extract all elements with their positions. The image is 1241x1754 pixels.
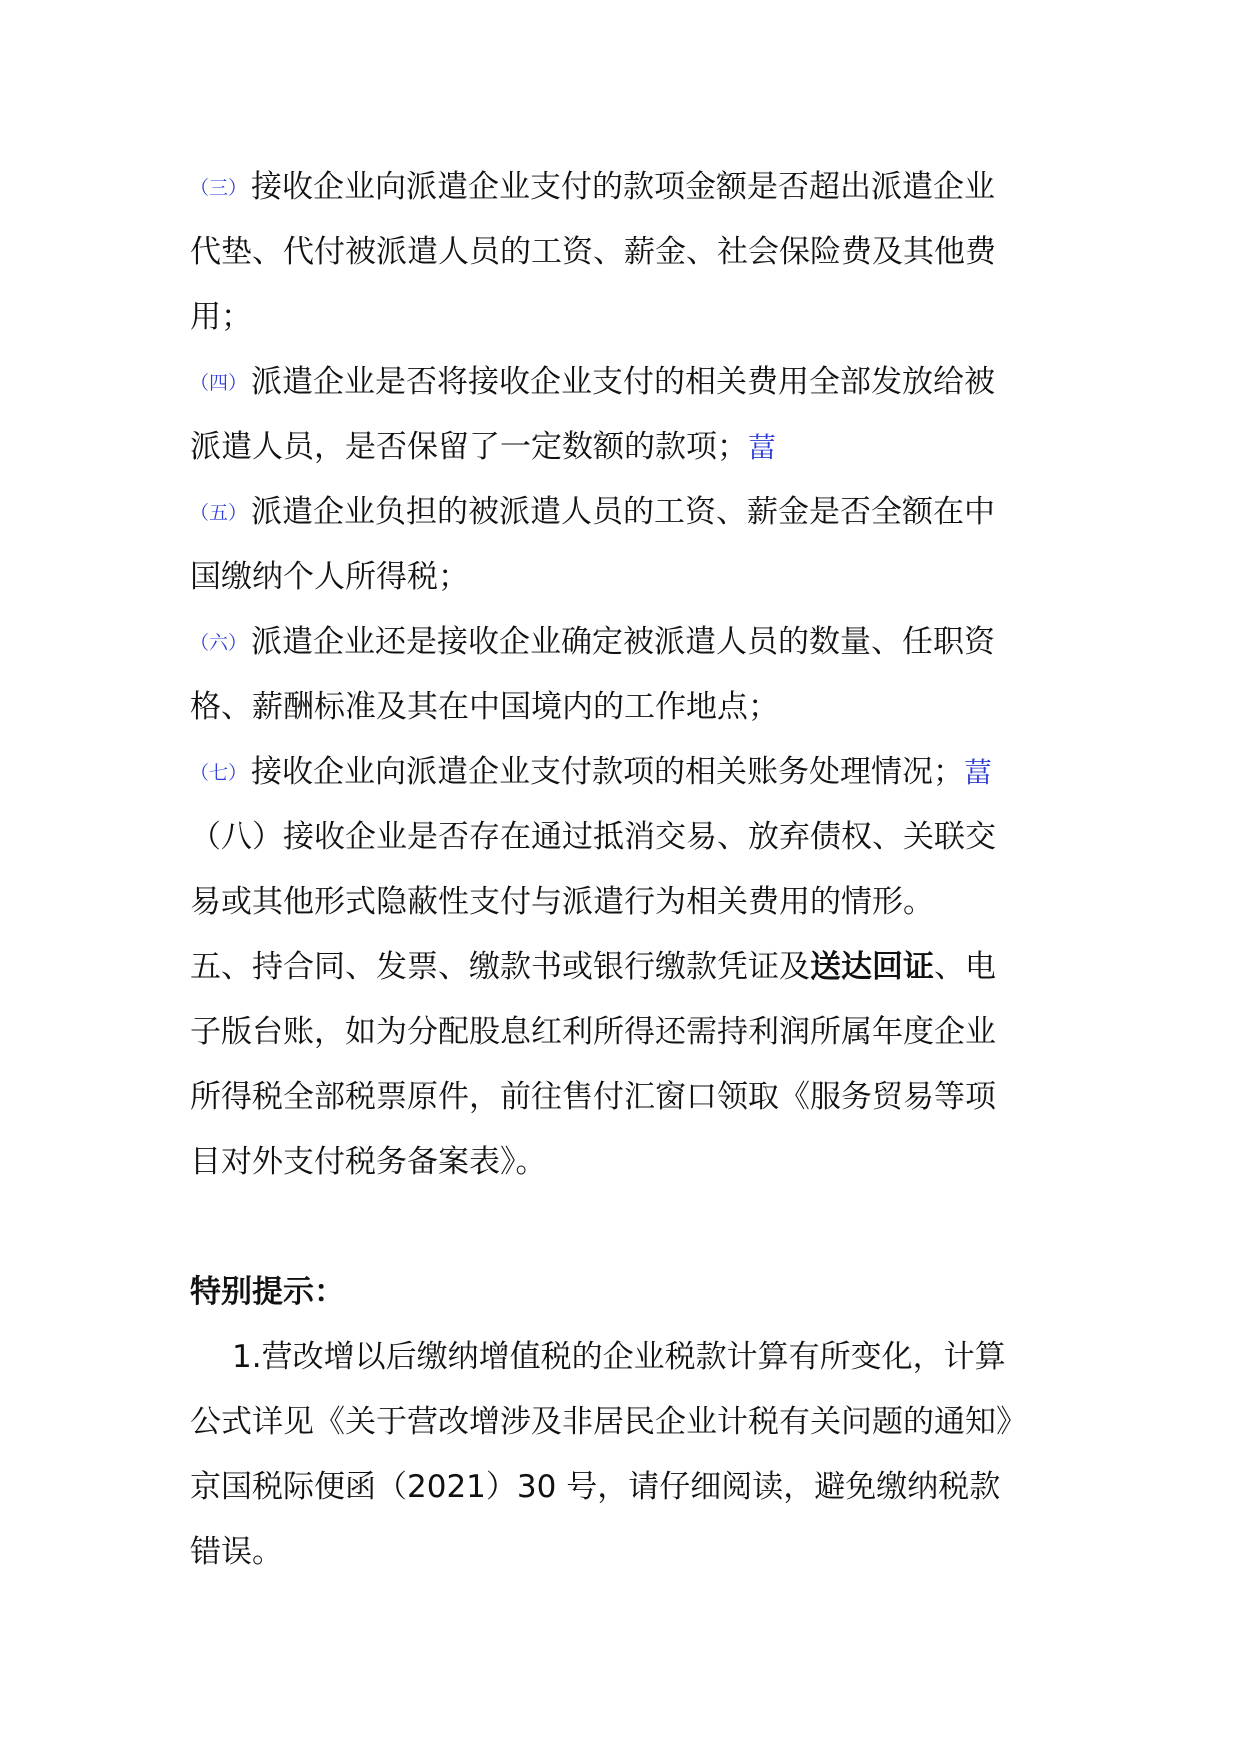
section-5-line-2: 子版台账，如为分配股息红利所得还需持利润所属年度企业 — [190, 1014, 996, 1050]
item-8-line-1: （八）接收企业是否存在通过抵消交易、放弃债权、关联交 — [190, 819, 996, 855]
section-5-text-after: 、电 — [934, 949, 996, 985]
notice-line-3: 京国税际便函（2021）30 号，请仔细阅读，避免缴纳税款 — [190, 1469, 1001, 1505]
item-7-marker: （七） — [190, 762, 248, 784]
item-3-text-1: 接收企业向派遣企业支付的款项金额是否超出派遣企业 — [251, 169, 996, 205]
item-6-line-1 — [190, 610, 996, 675]
item-3-line-2: 代垫、代付被派遣人员的工资、薪金、社会保险费及其他费 — [190, 234, 996, 270]
item-3-line-3: 用； — [190, 299, 252, 335]
section-5-bold-term: 送达回证 — [810, 949, 934, 985]
item-5-marker: （五） — [190, 502, 248, 524]
notice-line-4: 错误。 — [190, 1534, 283, 1570]
section-5-line-4: 目对外支付税务备案表》。 — [190, 1144, 547, 1180]
item-7-line-1 — [190, 740, 993, 805]
item-4-text-1: 派遣企业是否将接收企业支付的相关费用全部发放给被 — [251, 364, 996, 400]
item-5-line-2: 国缴纳个人所得税； — [190, 559, 469, 595]
item-8-line-2: 易或其他形式隐蔽性支付与派遣行为相关费用的情形。 — [190, 884, 934, 920]
item-6-line-2: 格、薪酬标准及其在中国境内的工作地点； — [190, 689, 779, 725]
item-5-text-1: 派遣企业负担的被派遣人员的工资、薪金是否全额在中 — [251, 494, 996, 530]
section-5-text-before: 五、持合同、发票、缴款书或银行缴款凭证及 — [190, 949, 810, 985]
item-4-text-2: 派遣人员，是否保留了一定数额的款项； — [190, 429, 748, 465]
item-7-trail-glyph: 葍 — [964, 756, 993, 789]
item-3-marker: （三） — [190, 177, 248, 199]
notice-line-1: 1.营改增以后缴纳增值税的企业税款计算有所变化，计算 — [232, 1339, 1006, 1375]
section-5-line-1 — [190, 935, 996, 1000]
section-5-line-3: 所得税全部税票原件，前往售付汇窗口领取《服务贸易等项 — [190, 1079, 996, 1115]
item-6-text-1: 派遣企业还是接收企业确定被派遣人员的数量、任职资 — [251, 624, 996, 660]
item-6-marker: （六） — [190, 632, 248, 654]
spacer — [190, 1195, 949, 1260]
item-4-line-2 — [190, 415, 949, 480]
item-4-line-1 — [190, 350, 996, 415]
item-7-text-1: 接收企业向派遣企业支付款项的相关账务处理情况； — [251, 754, 965, 790]
notice-heading: 特别提示： — [190, 1274, 345, 1310]
item-3-line-1 — [190, 155, 996, 220]
notice-line-2: 公式详见《关于营改增涉及非居民企业计税有关问题的通知》 — [190, 1404, 1027, 1440]
item-4-trail-glyph: 葍 — [748, 431, 777, 464]
item-4-marker: （四） — [190, 372, 248, 394]
item-5-line-1 — [190, 480, 996, 545]
